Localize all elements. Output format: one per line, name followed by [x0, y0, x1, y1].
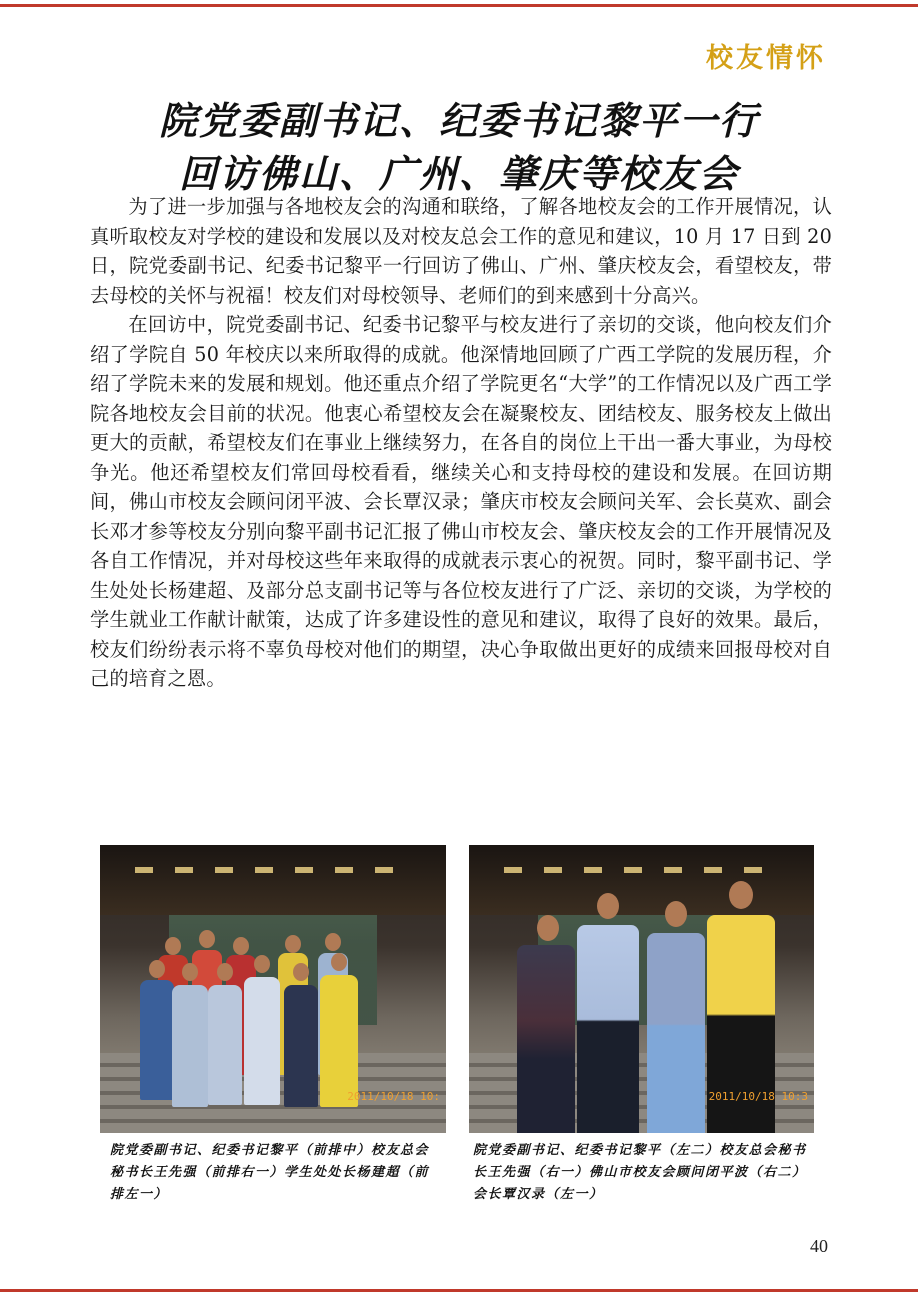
photo-caption: 院党委副书记、纪委书记黎平（左二）校友总会秘书长王先强（右一）佛山市校友会顾问闭平波（右二）会长覃汉录（左一）	[473, 1143, 807, 1202]
section-tag: 校友情怀	[706, 43, 826, 74]
four-men-photo-image	[469, 845, 814, 1133]
article-body	[90, 192, 832, 694]
article-title-line-1: 院党委副书记、纪委书记黎平一行	[158, 99, 759, 143]
top-rule	[0, 4, 918, 7]
paragraph-2: 在回访中，院党委副书记、纪委书记黎平与校友进行了亲切的交谈，他向校友们介绍了学院自 50 年校庆以来所取得的成就。他深情地回顾了广西工学院的发展历程，介绍了学院未来的发展和规划。他还重点介绍了学院更名“大学”的工作情况以及广西工学院各地校友会目前的状况。他衷心希望校友会在凝聚校友、团结校友、服务校友上做出更大的贡献，希望校友们在事业上继续努力，在各自的岗位上干出一番大事业，为母校争光。他还希望校友们常回母校看看，继续关心和支持母校的建设和发展。在回访期间，佛山市校友会顾问闭平波、会长覃汉录；肇庆市校友会顾问关军、会长莫欢、副会长邓才参等校友分别向黎平副书记汇报了佛山市校友会、肇庆校友会的工作开展情况及各自工作情况，并对母校这些年来取得的成就表示衷心的祝贺。同时，黎平副书记、学生处处长杨建超、及部分总支副书记等与各位校友进行了广泛、亲切的交谈，为学校的学生就业工作献计献策，达成了许多建设性的意见和建议，取得了良好的效果。最后，校友们纷纷表示将不辜负母校对他们的期望，决心争取做出更好的成绩来回报母校对自己的培育之恩。	[90, 313, 832, 690]
photo-timestamp: 2011/10/18 10:3	[708, 1090, 808, 1103]
group-photo-image	[100, 845, 446, 1133]
paragraph-1: 为了进一步加强与各地校友会的沟通和联络，了解各地校友会的工作开展情况，认真听取校友对学校的建设和发展以及对校友总会工作的意见和建议，10 月 17 日到 20 日，院党委副书记、纪委书记黎平一行回访了佛山、广州、肇庆校友会，看望校友，带去母校的关怀与祝福！校友们对母校领导、老师们的到来感到十分高兴。	[90, 195, 832, 307]
photo-caption: 院党委副书记、纪委书记黎平（前排中）校友总会秘书长王先强（前排右一）学生处处长杨建超（前排左一）	[110, 1143, 430, 1202]
page-number: 40	[810, 1236, 828, 1256]
article-title-line-2: 回访佛山、广州、肇庆等校友会	[178, 152, 739, 196]
bottom-rule	[0, 1289, 918, 1292]
photo-timestamp: 2011/10/18 10:	[347, 1090, 440, 1103]
